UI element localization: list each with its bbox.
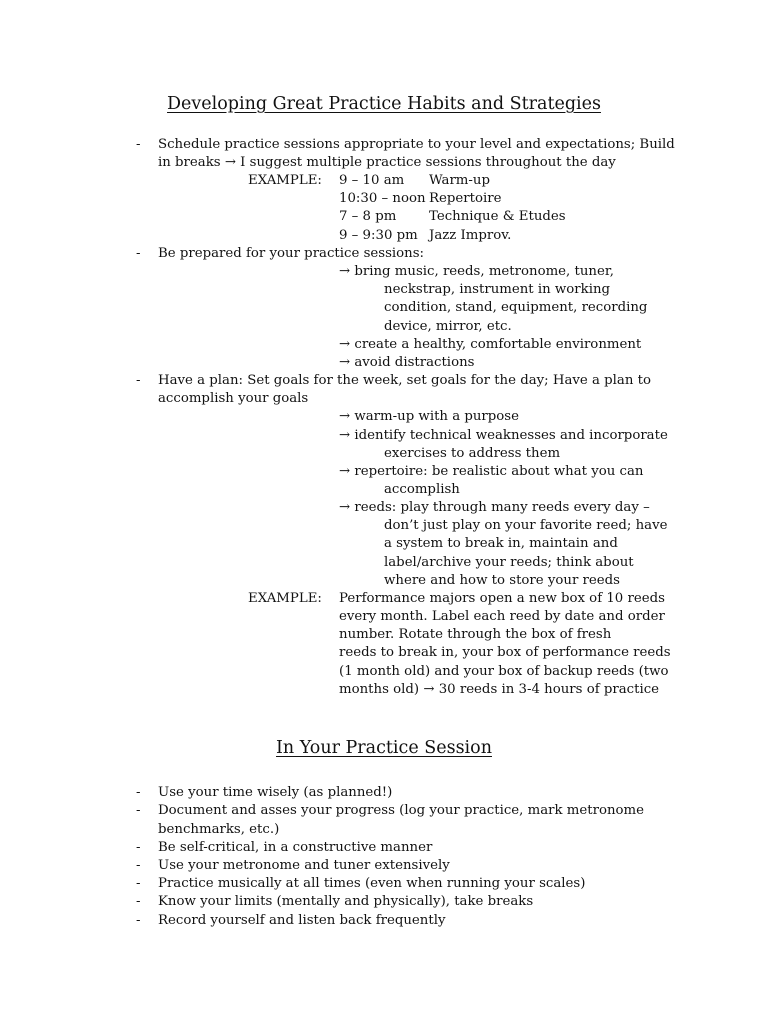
bullet-dash: -	[136, 876, 141, 891]
bullet-dash: -	[136, 858, 141, 873]
list-item: Be self-critical, in a constructive manner	[158, 840, 433, 855]
schedule-time: 9 – 10 am	[339, 173, 405, 188]
example-text: months old) → 30 reeds in 3-4 hours of practice	[339, 682, 660, 697]
bullet-dash: -	[136, 840, 141, 855]
arrow-item-cont: a system to break in, maintain and	[384, 536, 618, 551]
list-item: Document and asses your progress (log your practice, mark metronome	[158, 803, 645, 818]
arrow-item-cont: where and how to store your reeds	[384, 573, 620, 588]
list-item: Use your metronome and tuner extensively	[158, 858, 450, 873]
page-title: Developing Great Practice Habits and Strategies	[167, 94, 601, 114]
example-text: Performance majors open a new box of 10 reeds	[339, 591, 665, 606]
schedule-time: 10:30 – noon	[339, 191, 426, 206]
arrow-item: → create a healthy, comfortable environment	[339, 337, 642, 352]
example-label: EXAMPLE:	[248, 173, 322, 188]
arrow-item: → identify technical weaknesses and incorporate	[339, 428, 668, 443]
arrow-item-cont: exercises to address them	[384, 446, 561, 461]
arrow-item-cont: label/archive your reeds; think about	[384, 555, 634, 570]
bullet-dash: -	[136, 913, 141, 928]
example-text: (1 month old) and your box of backup reeds (two	[339, 664, 669, 679]
arrow-item: → reeds: play through many reeds every day –	[339, 500, 650, 515]
schedule-activity: Warm-up	[429, 173, 490, 188]
bullet-text: Be prepared for your practice sessions:	[158, 246, 425, 261]
arrow-item: → repertoire: be realistic about what you can	[339, 464, 644, 479]
schedule-time: 9 – 9:30 pm	[339, 228, 418, 243]
section-heading: In Your Practice Session	[276, 738, 492, 758]
example-text: number. Rotate through the box of fresh	[339, 627, 612, 642]
arrow-item: → avoid distractions	[339, 355, 475, 370]
bullet-dash: -	[136, 373, 141, 388]
schedule-activity: Jazz Improv.	[429, 228, 512, 243]
arrow-item-cont: accomplish	[384, 482, 460, 497]
arrow-item-cont: neckstrap, instrument in working	[384, 282, 611, 297]
bullet-text: in breaks → I suggest multiple practice sessions throughout the day	[158, 155, 616, 170]
bullet-dash: -	[136, 803, 141, 818]
arrow-item-cont: device, mirror, etc.	[384, 319, 512, 334]
list-item: Record yourself and listen back frequently	[158, 913, 446, 928]
example-label: EXAMPLE:	[248, 591, 322, 606]
list-item: Practice musically at all times (even when running your scales)	[158, 876, 586, 891]
list-item: Know your limits (mentally and physically), take breaks	[158, 894, 534, 909]
schedule-time: 7 – 8 pm	[339, 209, 397, 224]
bullet-dash: -	[136, 894, 141, 909]
bullet-text: Have a plan: Set goals for the week, set goals for the day; Have a plan to	[158, 373, 651, 388]
bullet-dash: -	[136, 137, 141, 152]
example-text: every month. Label each reed by date and order	[339, 609, 665, 624]
bullet-dash: -	[136, 785, 141, 800]
schedule-activity: Repertoire	[429, 191, 502, 206]
arrow-item: → warm-up with a purpose	[339, 409, 520, 424]
arrow-item: → bring music, reeds, metronome, tuner,	[339, 264, 614, 279]
arrow-item-cont: condition, stand, equipment, recording	[384, 300, 648, 315]
bullet-text: Schedule practice sessions appropriate to your level and expectations; Build	[158, 137, 675, 152]
arrow-item-cont: don’t just play on your favorite reed; have	[384, 518, 668, 533]
list-item: Use your time wisely (as planned!)	[158, 785, 393, 800]
schedule-activity: Technique & Etudes	[429, 209, 566, 224]
bullet-text: accomplish your goals	[158, 391, 309, 406]
bullet-dash: -	[136, 246, 141, 261]
example-text: reeds to break in, your box of performance reeds	[339, 645, 671, 660]
list-item-cont: benchmarks, etc.)	[158, 822, 280, 837]
